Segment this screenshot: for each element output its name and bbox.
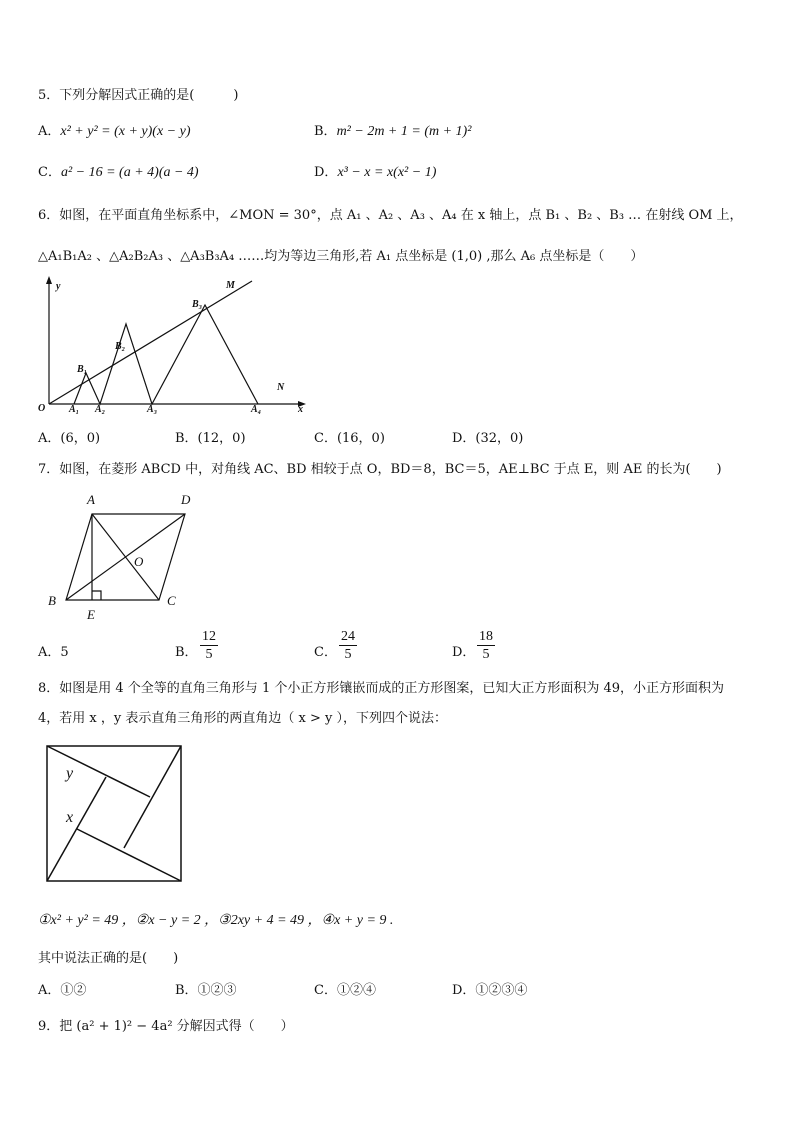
- label-o: O: [134, 554, 144, 569]
- q7-option-c-fraction: [339, 628, 357, 663]
- q8-option-c[interactable]: C．①②④: [314, 983, 376, 998]
- label-a4: A₄: [251, 404, 262, 415]
- label-b3: B₃: [192, 299, 203, 310]
- label-b1: B₁: [77, 364, 88, 375]
- q7-option-c-denominator: 5: [344, 647, 352, 662]
- label-y: y: [66, 765, 74, 782]
- q5-option-b-label: B．: [314, 124, 337, 139]
- q7-option-b-numerator: 12: [202, 629, 216, 644]
- q7-option-d-numerator: 18: [479, 629, 493, 644]
- q7-option-b-denominator: 5: [205, 647, 213, 662]
- q5-option-a-label: A．: [38, 124, 61, 139]
- q5-option-c-expr: a² − 16 = (a + 4)(a − 4): [60, 165, 199, 180]
- label-n: N: [277, 382, 285, 393]
- q8-option-d[interactable]: D．①②③④: [452, 983, 528, 998]
- diagonal-bd: [66, 514, 185, 600]
- triangle-chain: [74, 305, 258, 404]
- q7-option-c-numerator: 24: [341, 629, 355, 644]
- label-a: A: [87, 492, 95, 507]
- q7-option-c[interactable]: C．: [314, 645, 337, 660]
- q5-option-d[interactable]: [314, 161, 436, 181]
- label-o: O: [38, 403, 46, 414]
- q5-option-d-expr: x³ − x = x(x² − 1): [337, 165, 437, 180]
- q7-option-d[interactable]: D．: [452, 645, 476, 660]
- ray-om: [49, 281, 252, 404]
- y-axis-arrow: [46, 276, 52, 284]
- q5-option-a[interactable]: [38, 120, 191, 140]
- label-b: B: [48, 593, 56, 608]
- q7-option-b-fraction: [200, 628, 218, 663]
- label-x: x: [66, 809, 74, 826]
- q6-stem-line1: 6．如图，在平面直角坐标系中，∠MON = 30°，点 A₁ 、A₂ 、A₃ 、A₄ 在 x 轴上，点 B₁ 、B₂ 、B₃ … 在射线 OM 上，: [38, 208, 743, 223]
- q7-option-b[interactable]: B．: [175, 645, 198, 660]
- triangle-line-bottom: [77, 829, 181, 881]
- label-x: x: [298, 404, 303, 415]
- q8-stem-line2: 4，若用 x ，y 表示直角三角形的两直角边（ x > y ），下列四个说法：: [38, 711, 447, 726]
- q5-stem: 5．下列分解因式正确的是( ): [38, 88, 239, 103]
- q5-option-b[interactable]: [314, 120, 471, 140]
- q6-option-b[interactable]: B．(12，0): [175, 431, 246, 446]
- q8-stem-line1: 8．如图是用 4 个全等的直角三角形与 1 个小正方形镶嵌而成的正方形图案，已知大正方形面积为 49，小正方形面积为: [38, 681, 725, 696]
- q5-option-a-expr: x² + y² = (x + y)(x − y): [60, 124, 191, 139]
- q8-ask: 其中说法正确的是( ): [38, 951, 179, 966]
- q6-figure: [30, 272, 320, 422]
- q7-option-d-fraction: [477, 628, 495, 663]
- label-a3: A₃: [147, 404, 158, 415]
- q7-option-a[interactable]: A．5: [38, 645, 69, 660]
- label-a1: A₁: [69, 404, 80, 415]
- q8-option-a[interactable]: A．①②: [38, 983, 87, 998]
- q6-stem-line2: △A₁B₁A₂ 、△A₂B₂A₃ 、△A₃B₃A₄ ……均为等边三角形,若 A₁ 点坐标是 (1,0) ,那么 A₆ 点坐标是（ ）: [38, 249, 644, 264]
- q7-stem: 7．如图，在菱形 ABCD 中，对角线 AC、BD 相较于点 O，BD＝8，BC＝5，AE⊥BC 于点 E，则 AE 的长为( ): [38, 462, 722, 477]
- q9-stem: 9．把 (a² + 1)² − 4a² 分解因式得（ ）: [38, 1019, 294, 1034]
- q7-rhombus-figure: [40, 486, 210, 626]
- label-b2: B₂: [115, 341, 126, 352]
- q7-option-d-denominator: 5: [482, 647, 490, 662]
- q6-option-a[interactable]: A．(6，0): [38, 431, 101, 446]
- q8-option-b[interactable]: B．①②③: [175, 983, 237, 998]
- q5-option-b-expr: m² − 2m + 1 = (m + 1)²: [336, 124, 472, 139]
- q5-option-d-label: D．: [314, 165, 338, 180]
- right-angle-mark: [92, 591, 101, 600]
- triangle-line-right: [124, 746, 181, 848]
- label-c: C: [167, 593, 176, 608]
- q6-option-c[interactable]: C．(16，0): [314, 431, 385, 446]
- q5-option-c[interactable]: [38, 161, 199, 181]
- label-e: E: [87, 607, 95, 622]
- label-d: D: [181, 492, 191, 507]
- label-y: y: [56, 281, 61, 292]
- label-a2: A₂: [95, 404, 106, 415]
- label-m: M: [226, 280, 235, 291]
- q6-option-d[interactable]: D．(32，0): [452, 431, 524, 446]
- q8-statements: ①x² + y² = 49 ，②x − y = 2 ，③2xy + 4 = 49 ，④x + y = 9 .: [38, 913, 394, 928]
- q8-square-figure: [44, 743, 184, 885]
- q5-option-c-label: C．: [38, 165, 61, 180]
- triangle-line-left: [47, 777, 106, 881]
